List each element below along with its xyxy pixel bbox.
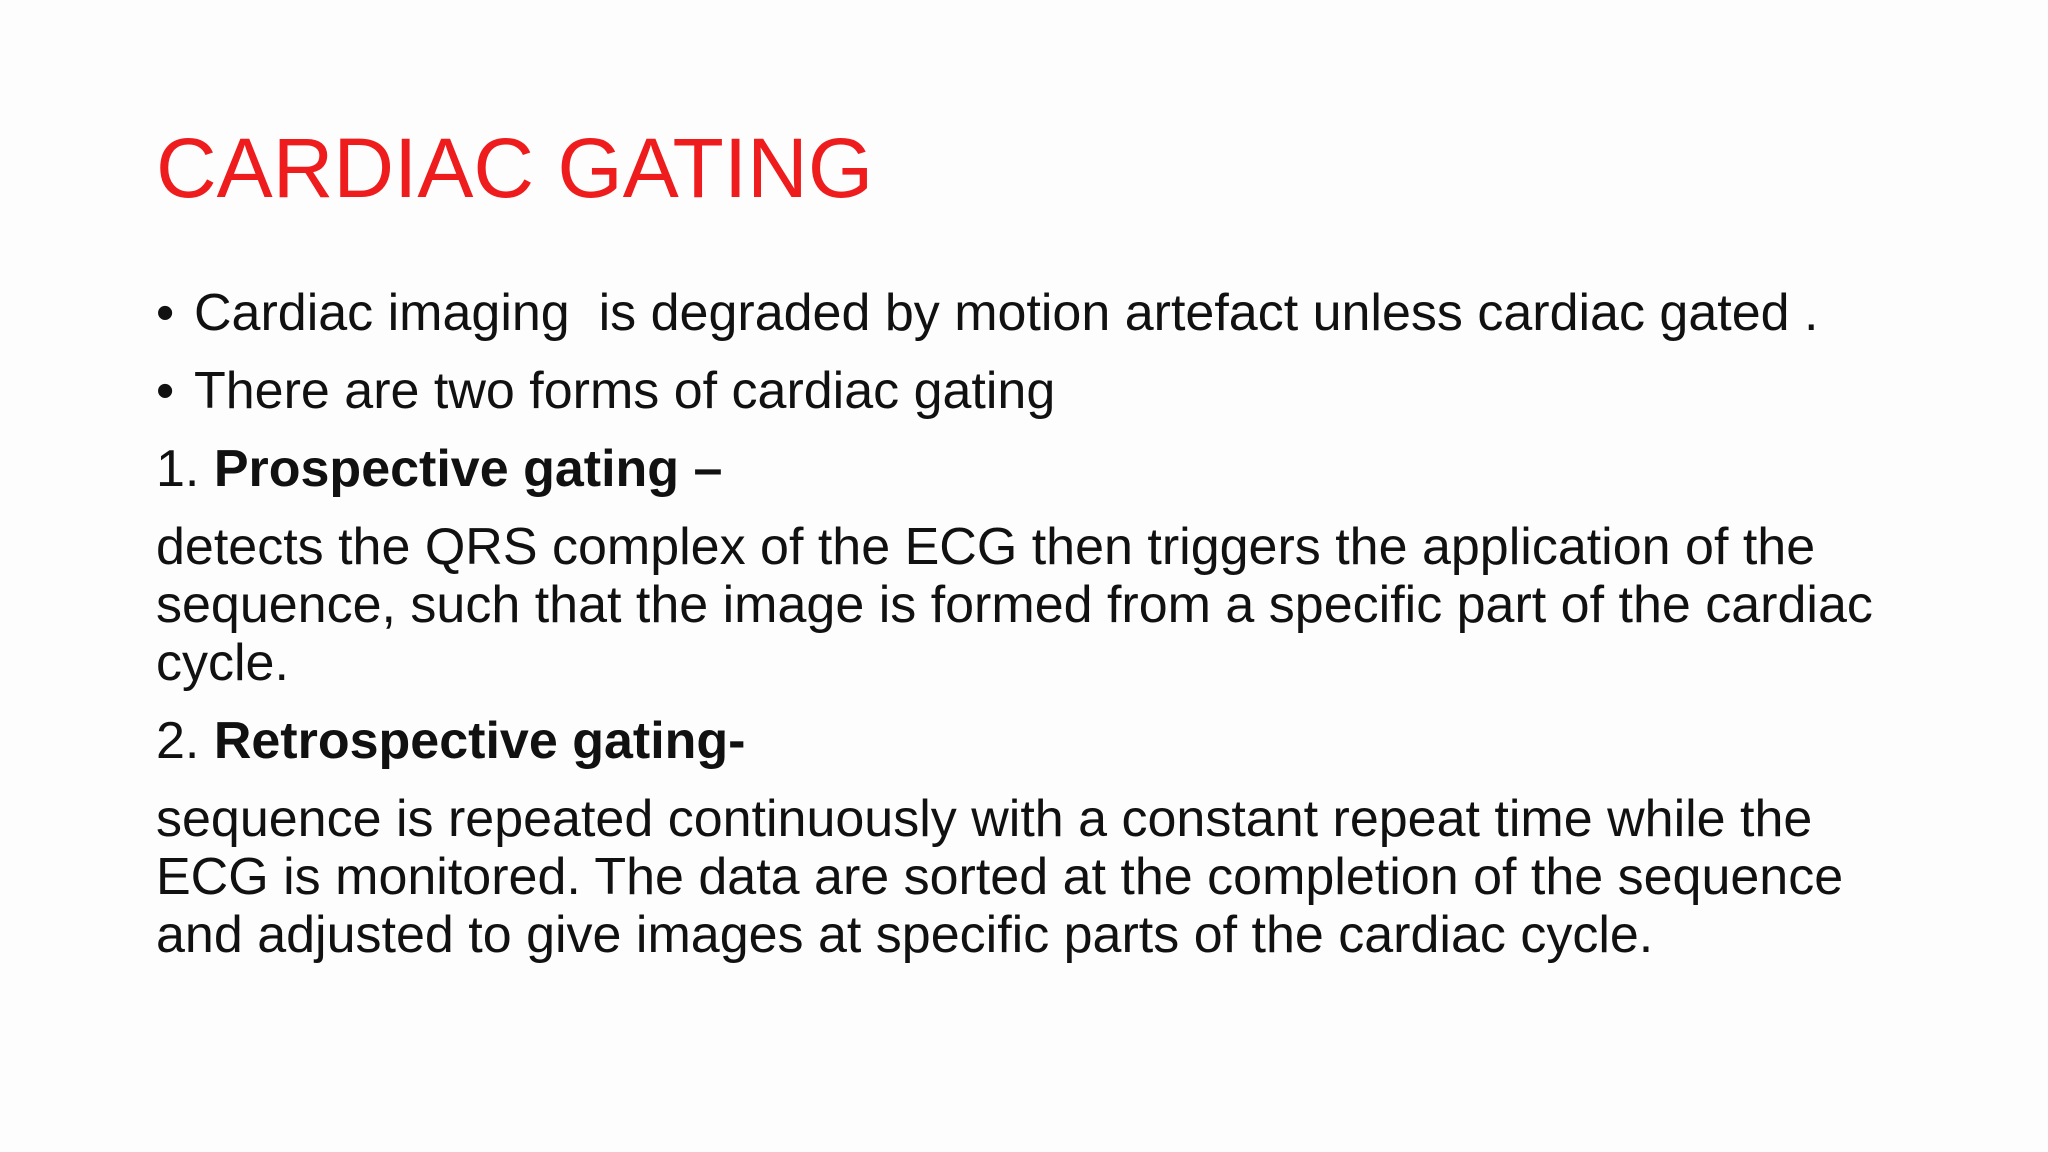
slide-title: CARDIAC GATING bbox=[156, 121, 874, 215]
bullet-text: There are two forms of cardiac gating bbox=[194, 362, 1056, 420]
slide-body bbox=[156, 284, 1916, 984]
item-number: 2. bbox=[156, 712, 200, 770]
item-number: 1. bbox=[156, 440, 200, 498]
bullet-icon: • bbox=[156, 284, 175, 342]
item-description: detects the QRS complex of the ECG then triggers the application of the sequence, such that the image is formed from a specific part of the cardiac cycle. bbox=[156, 518, 1873, 692]
bullet-icon: • bbox=[156, 362, 175, 420]
numbered-heading bbox=[156, 440, 1916, 498]
numbered-heading bbox=[156, 712, 1916, 770]
item-heading: Retrospective gating- bbox=[213, 712, 746, 770]
bullet-text: Cardiac imaging is degraded by motion artefact unless cardiac gated . bbox=[194, 284, 1819, 342]
item-description: sequence is repeated continuously with a constant repeat time while the ECG is monitored. The data are sorted at the completion of the sequence and adjusted to give images at specific parts of the cardiac cycle. bbox=[156, 790, 1844, 964]
bullet-item bbox=[156, 362, 1916, 420]
item-heading: Prospective gating – bbox=[213, 440, 723, 498]
bullet-item bbox=[156, 284, 1916, 342]
